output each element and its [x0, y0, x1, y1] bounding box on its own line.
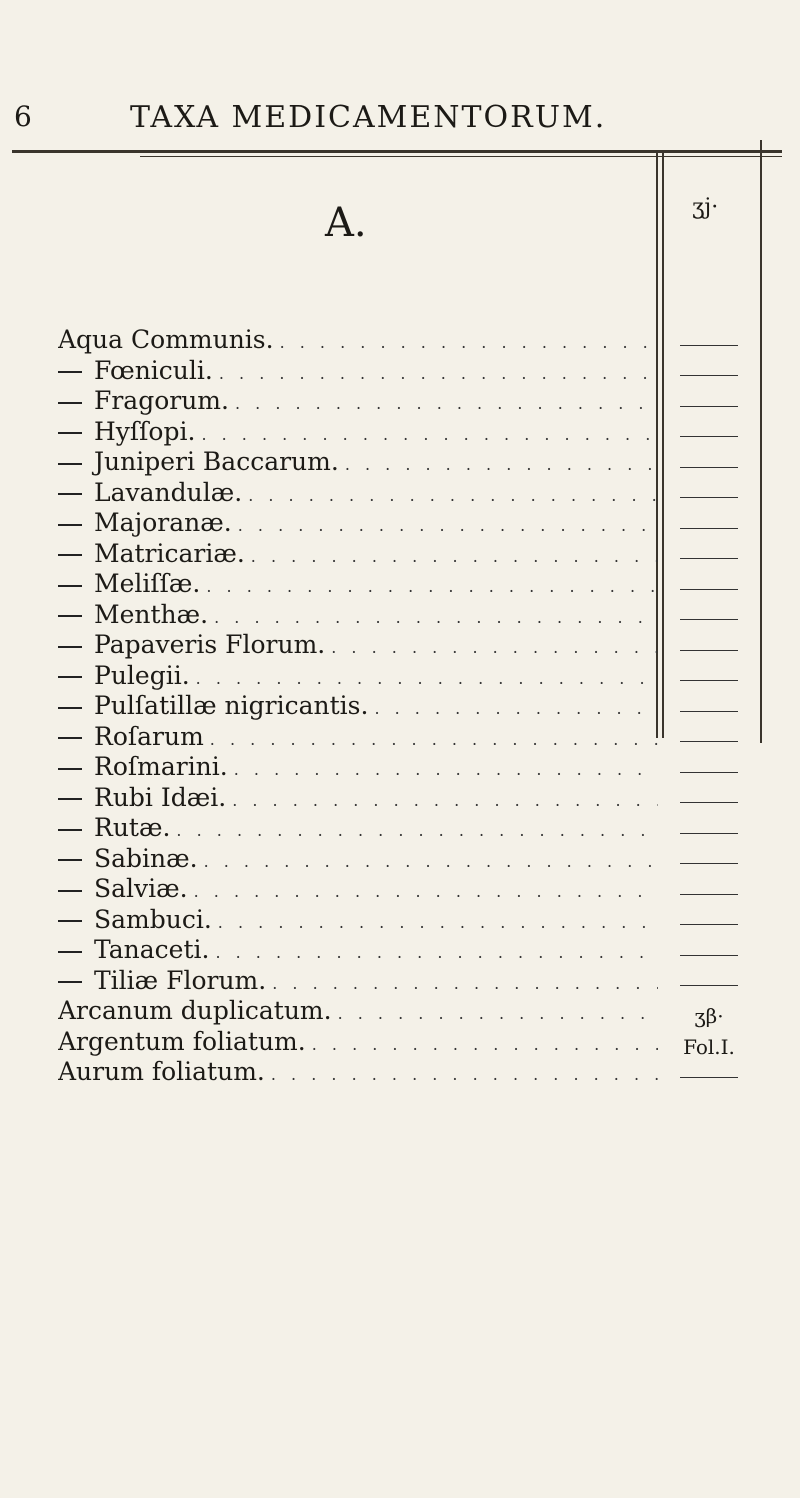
price-cell: [672, 330, 746, 361]
ditto-dash: [58, 386, 94, 415]
list-item: [58, 539, 658, 570]
dot-leader: [194, 882, 658, 901]
entry-name: Majoranæ.: [94, 508, 232, 537]
dot-leader: [338, 1004, 658, 1023]
entry-name: Fœniculi.: [94, 355, 213, 385]
dot-leader: [214, 608, 658, 627]
entry-name: Roſmarini.: [94, 752, 228, 781]
dot-leader: [238, 516, 658, 535]
ditto-dash: [58, 661, 94, 690]
list-item: [58, 966, 658, 997]
dot-leader: [206, 577, 658, 596]
entry-name: Sambuci.: [94, 904, 212, 934]
ditto-dash: [58, 478, 94, 507]
price-cell: [672, 483, 746, 514]
dot-leader: [219, 364, 658, 383]
price-cell: [672, 971, 746, 1002]
list-item: [58, 813, 658, 844]
ditto-dash: [58, 447, 94, 476]
dot-leader: [210, 730, 658, 749]
ditto-dash: [58, 752, 94, 781]
ditto-dash: [58, 783, 94, 812]
list-item: [58, 478, 658, 509]
price-cell: Fol.I.: [683, 1034, 735, 1059]
right-border: [760, 140, 762, 743]
price-cell: [672, 910, 746, 941]
list-item: [58, 417, 658, 448]
dot-leader: [176, 821, 658, 840]
ditto-dash: [58, 356, 94, 385]
entry-name: Pulegii.: [94, 660, 190, 690]
price-cell: [672, 605, 746, 636]
entry-name: Fragorum.: [94, 386, 229, 415]
ditto-dash: [58, 417, 94, 446]
list-item: [58, 447, 658, 478]
list-item: [58, 325, 658, 356]
price-cell: [672, 879, 746, 910]
header-rule: [12, 150, 782, 153]
ditto-dash: [58, 905, 94, 934]
entry-name: Argentum foliatum.: [58, 1026, 306, 1056]
entry-name: Rubi Idæi.: [94, 782, 227, 812]
entry-name: Rutæ.: [94, 813, 171, 842]
dot-leader: [232, 791, 658, 810]
ditto-dash: [58, 600, 94, 629]
entry-name: Salviæ.: [94, 874, 188, 903]
entry-name: Aurum foliatum.: [58, 1057, 265, 1086]
ditto-dash: [58, 844, 94, 873]
entry-name: Pulſatillæ nigricantis.: [94, 691, 369, 720]
ditto-dash: [58, 508, 94, 537]
dot-leader: [272, 974, 658, 993]
list-item: [58, 356, 658, 387]
price-cell: [672, 849, 746, 880]
price-cell: [672, 635, 746, 666]
dot-leader: [331, 638, 658, 657]
entry-name: Matricariæ.: [94, 538, 245, 568]
dot-leader: [215, 943, 658, 962]
entry-name: Aqua Communis.: [58, 325, 274, 354]
ditto-dash: [58, 722, 94, 751]
list-item: [58, 874, 658, 905]
entry-name: Menthæ.: [94, 599, 209, 629]
ditto-dash: [58, 691, 94, 720]
price-cell: [672, 666, 746, 697]
list-item: [58, 752, 658, 783]
dot-leader: [248, 486, 658, 505]
price-cell: [672, 452, 746, 483]
price-cell: [672, 940, 746, 971]
list-item: [58, 600, 658, 631]
column-unit: ʒj·: [692, 195, 719, 220]
dot-leader: [201, 425, 658, 444]
price-cell: [672, 727, 746, 758]
list-item: [58, 386, 658, 417]
ditto-dash: [58, 569, 94, 598]
list-item: [58, 1027, 658, 1058]
price-cell: [672, 818, 746, 849]
dot-leader: [345, 455, 658, 474]
entry-name: Roſarum: [94, 721, 204, 751]
ditto-dash: [58, 813, 94, 842]
dot-leader: [235, 394, 658, 413]
price-column: [672, 330, 746, 1093]
entry-name: Arcanum duplicatum.: [58, 996, 332, 1025]
page-number: 6: [14, 100, 32, 133]
dot-leader: [312, 1035, 658, 1054]
price-cell: [672, 574, 746, 605]
price-cell: [672, 422, 746, 453]
running-head: TAXA MEDICAMENTORUM.: [130, 100, 607, 135]
list-item: [58, 996, 658, 1027]
section-letter: A.: [325, 200, 367, 246]
dot-leader: [374, 699, 658, 718]
price-cell: [672, 361, 746, 392]
dot-leader: [196, 669, 658, 688]
price-cell: [672, 696, 746, 727]
header-rule-thin: [140, 156, 782, 157]
price-cell: [672, 757, 746, 788]
ditto-dash: [58, 539, 94, 568]
entry-name: Tiliæ Florum.: [94, 965, 267, 995]
list-item: [58, 722, 658, 753]
entry-name: Tanaceti.: [94, 935, 210, 964]
dot-leader: [204, 852, 658, 871]
list-item: [58, 508, 658, 539]
list-item: [58, 935, 658, 966]
entry-name: Lavandulæ.: [94, 477, 243, 507]
entry-name: Sabinæ.: [94, 843, 198, 873]
list-item: [58, 630, 658, 661]
dot-leader: [280, 333, 658, 352]
list-item: [58, 844, 658, 875]
ditto-dash: [58, 966, 94, 995]
ditto-dash: [58, 630, 94, 659]
dot-leader: [251, 547, 658, 566]
entry-name: Papaveris Florum.: [94, 630, 326, 659]
ditto-dash: [58, 874, 94, 903]
list-item: [58, 1057, 658, 1088]
column-divider: [662, 152, 664, 738]
price-cell: [672, 391, 746, 422]
entry-name: Hyſſopi.: [94, 416, 196, 446]
list-item: [58, 569, 658, 600]
list-item: [58, 783, 658, 814]
entry-name: Juniperi Baccarum.: [94, 447, 339, 476]
list-item: [58, 691, 658, 722]
ditto-dash: [58, 935, 94, 964]
dot-leader: [234, 760, 658, 779]
price-cell: [672, 544, 746, 575]
price-cell: ʒβ·: [694, 1004, 724, 1029]
entry-name: Meliſſæ.: [94, 569, 201, 598]
dot-leader: [218, 913, 658, 932]
price-cell: [672, 1062, 746, 1093]
dot-leader: [271, 1065, 658, 1084]
price-cell: [672, 513, 746, 544]
price-cell: [672, 788, 746, 819]
entry-list: [58, 325, 658, 1088]
list-item: [58, 661, 658, 692]
list-item: [58, 905, 658, 936]
